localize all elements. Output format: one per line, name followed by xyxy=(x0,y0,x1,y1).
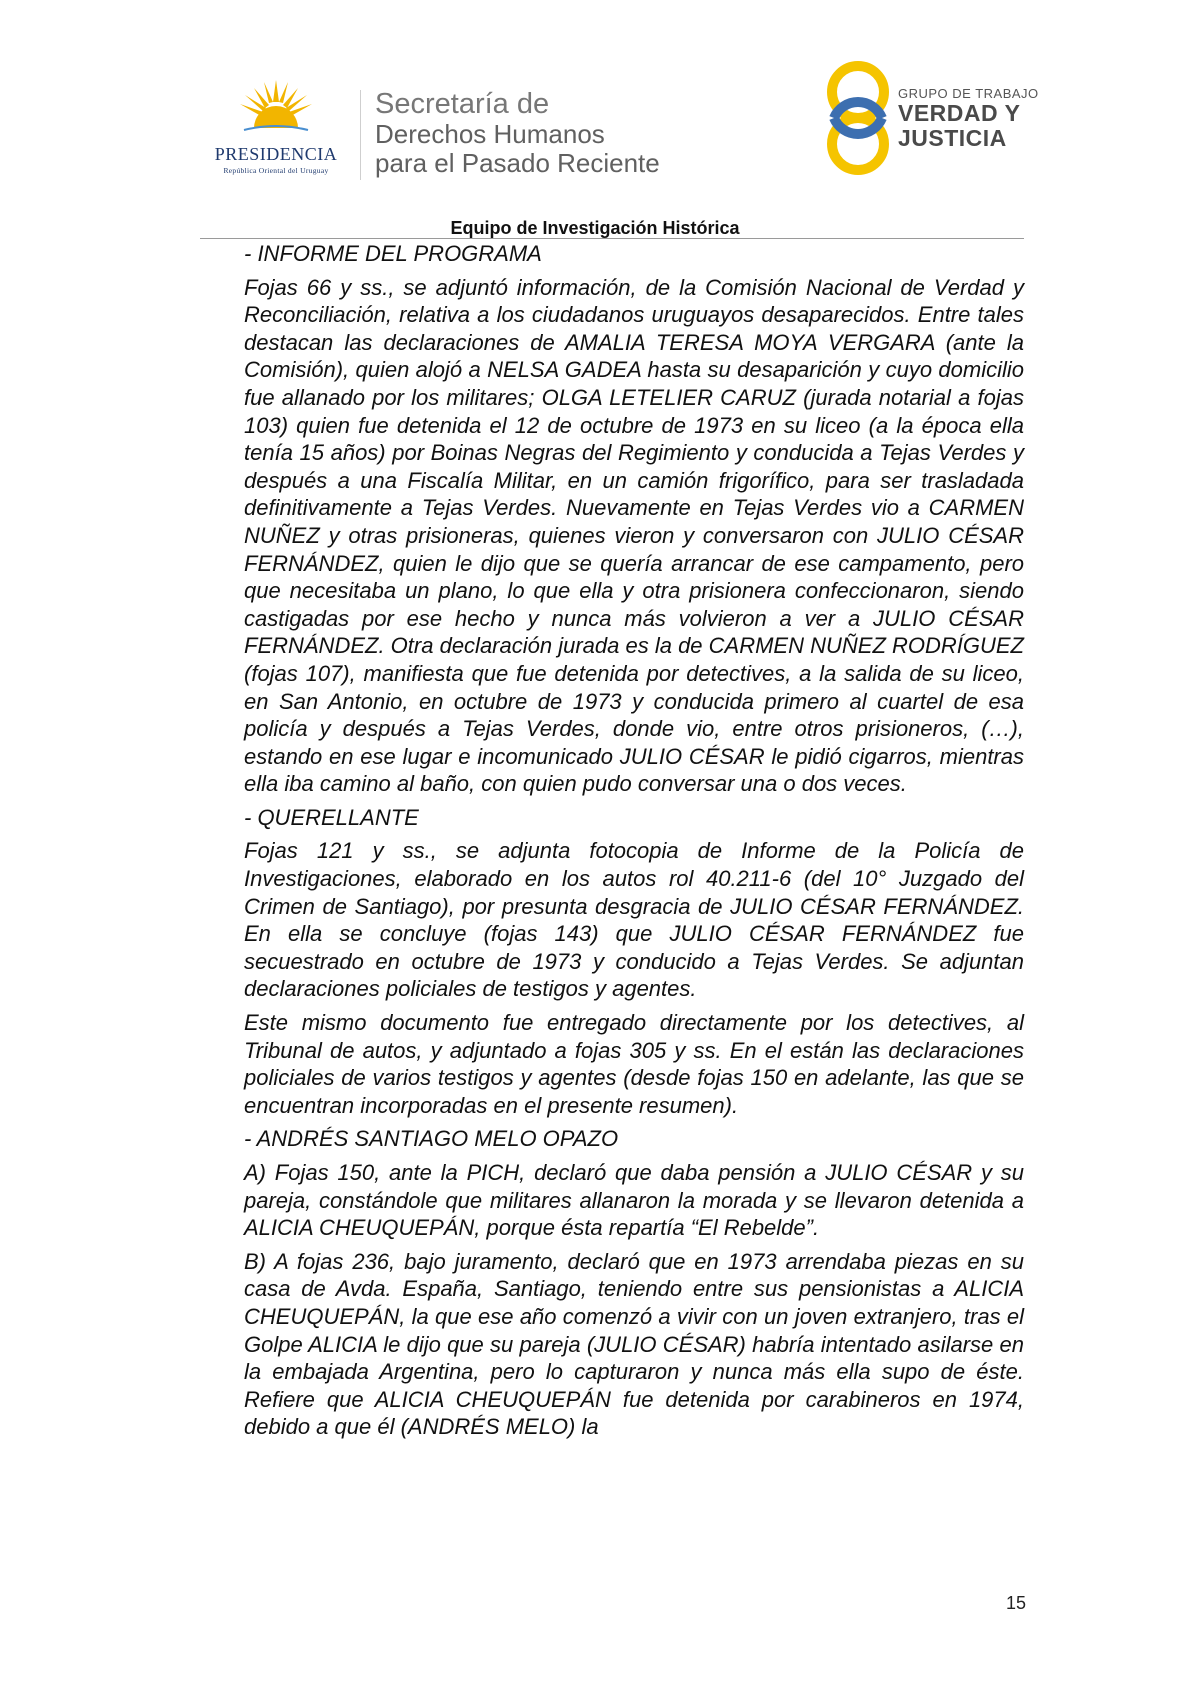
header-divider xyxy=(360,90,361,180)
gtvj-line-3: JUSTICIA xyxy=(898,125,1007,151)
section-heading: - ANDRÉS SANTIAGO MELO OPAZO xyxy=(244,1126,619,1152)
sun-icon xyxy=(236,78,316,140)
presidencia-word: PRESIDENCIA xyxy=(214,144,338,164)
gtvj-line-2: VERDAD Y xyxy=(898,100,1021,126)
paragraph: B) A fojas 236, bajo juramento, declaró que en 1973 arrendaba piezas en su casa de Avda. España, Santiago, teniendo entre sus pensionistas a ALICIA CHEUQUEPÁN, la que ese año comenzó a vivir con un joven extranjero, tras el Golpe ALICIA le dijo que su pareja (JULIO CÉSAR) habría intentado asilarse en la embajada Argentina, pero lo capturaron y nunca más ella supo de éste. Refiere que ALICIA CHEUQUEPÁN fue detenida por carabineros en 1974, debido a que él (ANDRÉS MELO) la xyxy=(244,1248,1024,1440)
secretaria-logo-text xyxy=(375,88,735,178)
header-rule xyxy=(200,238,1024,239)
team-title: Equipo de Investigación Histórica xyxy=(450,218,740,238)
secretaria-line-2: Derechos Humanos xyxy=(375,119,605,149)
document-body xyxy=(244,240,1024,1447)
paragraph: A) Fojas 150, ante la PICH, declaró que daba pensión a JULIO CÉSAR y su pareja, constándole que militares allanaron la morada y se llevaron detenida a ALICIA CHEUQUEPÁN, porque ésta repartía “El Rebelde”. xyxy=(244,1160,1024,1241)
secretaria-line-3: para el Pasado Reciente xyxy=(375,148,660,178)
paragraph: Fojas 66 y ss., se adjuntó información, de la Comisión Nacional de Verdad y Reconciliación, relativa a los ciudadanos uruguayos desaparecidos. Entre tales destacan las declaraciones de AMALIA TERESA MOYA VERGARA (ante la Comisión), quien alojó a NELSA GADEA hasta su desaparición y cuyo domicilio fue allanado por los militares; OLGA LETELIER CARUZ (jurada notarial a fojas 103) quien fue detenida el 12 de octubre de 1973 en su liceo (a la época ella tenía 15 años) por Boinas Negras del Regimiento y conducida a Tejas Verdes y después a una Fiscalía Militar, en un camión frigorífico, para ser trasladada definitivamente a Tejas Verdes. Nuevamente en Tejas Verdes vio a CARMEN NUÑEZ y otras prisioneras, quienes vieron y conversaron con JULIO CÉSAR FERNÁNDEZ, quien le dijo que se quería arrancar de ese campamento, pero que necesitaba un plano, lo que ella y otra prisionera confeccionaron, siendo castigadas por ese hecho y nunca más volvieron a ver a JULIO CÉSAR FERNÁNDEZ. Otra declaración jurada es la de CARMEN NUÑEZ RODRÍGUEZ (fojas 107), manifiesta que fue detenida por detectives, a la salida de su liceo, en San Antonio, en octubre de 1973 y conducida primero al cuartel de esa policía y después a Tejas Verdes, donde vio, entre otros prisioneros, (…), estando en ese lugar e incomunicado JULIO CÉSAR le pidió cigarros, mientras ella iba camino al baño, con quien pudo conversar una o dos veces. xyxy=(244,274,1024,797)
presidencia-subtitle: República Oriental del Uruguay xyxy=(223,166,329,175)
rings-icon xyxy=(820,56,900,180)
paragraph: Este mismo documento fue entregado directamente por los detectives, al Tribunal de autos, y adjuntado a fojas 305 y ss. En el están las declaraciones policiales de varios testigos y agentes (desde fojas 150 en adelante, las que se encuentran incorporadas en el presente resumen). xyxy=(244,1010,1024,1118)
section-heading: - QUERELLANTE xyxy=(244,804,419,830)
gtvj-logo xyxy=(820,56,1050,180)
gtvj-line-1: GRUPO DE TRABAJO xyxy=(898,86,1039,101)
paragraph: Fojas 121 y ss., se adjunta fotocopia de Informe de la Policía de Investigaciones, elaborado en los autos rol 40.211-6 (del 10° Juzgado del Crimen de Santiago), por presunta desgracia de JULIO CÉSAR FERNÁNDEZ. En ella se concluye (fojas 143) que JULIO CÉSAR FERNÁNDEZ fue secuestrado en octubre de 1973 y conducido a Tejas Verdes. Se adjuntan declaraciones policiales de testigos y agentes. xyxy=(244,838,1024,1002)
presidencia-logo xyxy=(196,78,356,178)
secretaria-line-1: Secretaría de xyxy=(375,88,550,120)
section-heading: - INFORME DEL PROGRAMA xyxy=(244,241,542,266)
page-number: 15 xyxy=(1005,1593,1026,1613)
